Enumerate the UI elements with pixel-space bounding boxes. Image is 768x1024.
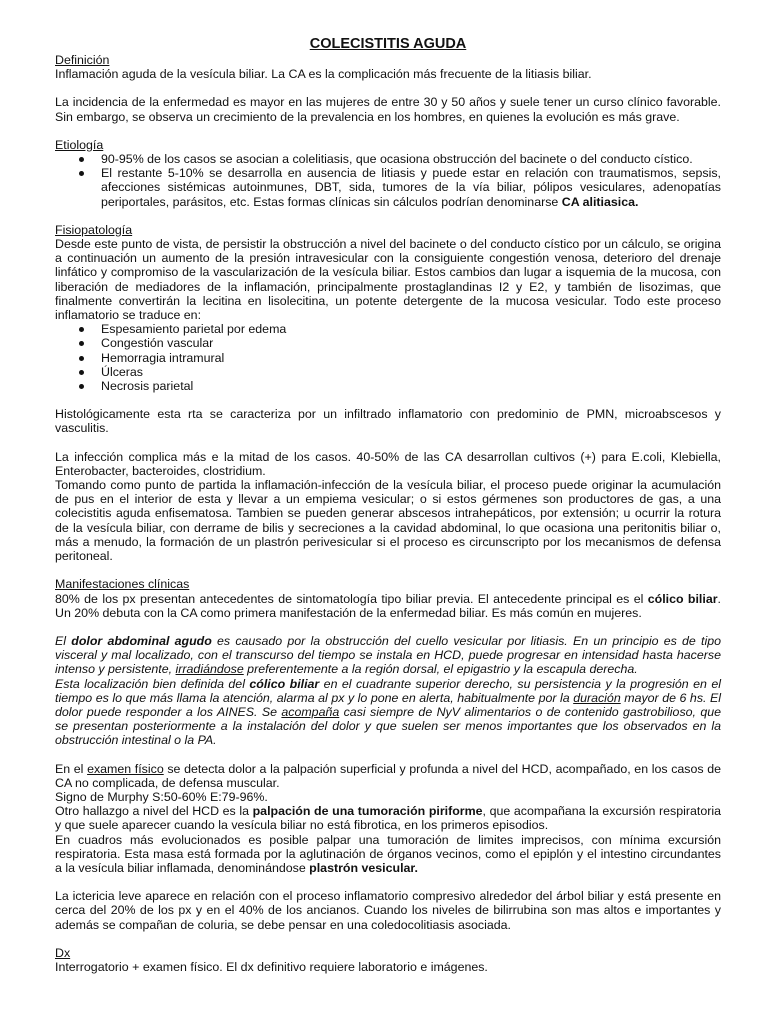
bold-term: CA alitiasica.	[561, 194, 639, 209]
section-heading-etiologia: Etiología	[55, 137, 104, 152]
underlined-term: irradiándose	[175, 662, 244, 677]
text-run: En el	[55, 761, 88, 776]
underlined-term: examen físico	[87, 761, 164, 776]
paragraph-murphy: Signo de Murphy S:50-60% E:79-96%.	[55, 789, 268, 804]
text-run: El	[55, 633, 72, 648]
paragraph-fisiopatologia: Desde este punto de vista, de persistir la obstrucción a nivel del bacinete o del conducto cístico por un cálculo, se origina a continuación un aumento de la presión intravesicular con la consiguiente congestión venosa, deterioro del drenaje linfático y compromiso de la vascularización de la vesícula biliar. Estos cambios dan lugar a isquemia de la mucosa, con liberación de mediadores de la inflamación, principalmente prostaglandinas I2 y E2, y también de lisozimas, que finalmente convertirán la lecitina en lisolecitina, un potente detergente de la mucosa vesicular. Todo este proceso inflamatorio se traduce en:	[55, 237, 721, 323]
text-run: 80% de los px presentan antecedentes de sintomatología tipo biliar previa. El antecedente principal es el	[55, 591, 648, 606]
text-run: es causado por la obstrucción del cuello vesicular por litiasis. En un principio es de tipo visceral y mal localizado, con el transcurso del tiempo se instala en HCD, puede progresar en intensidad hasta hacerse intenso y persistente,	[55, 633, 721, 677]
paragraph-plastron	[55, 833, 721, 876]
text-run: . Un 20% debuta con la CA como primera manifestación de la enfermedad biliar. Es más común en mujeres.	[55, 591, 721, 620]
paragraph-complicaciones: Tomando como punto de partida la inflamación-infección de la vesícula biliar, el proceso puede originar la acumulación de pus en el interior de esta y llevar a un empiema vesicular; o si estos gérmenes son productores de gas, a una colecistitis aguda enfisematosa. Tambien se pueden generar abscesos intrahepáticos, por extensión; u ocurrir la rotura de la vesícula biliar, con derrame de bilis y secreciones a la cavidad abdominal, lo que ocasiona una peritonitis biliar o, más a menudo, la formación de un plastrón perivesicular si el proceso es circunscripto por los mecanismos de defensa peritoneal.	[55, 478, 721, 564]
paragraph-examen-fisico	[55, 762, 721, 790]
text-run: mayor de 6 hs. El dolor puede responder a los AINES. Se	[55, 690, 721, 719]
text-run: Otro hallazgo a nivel del HCD es la	[55, 804, 253, 819]
paragraph-definicion: Inflamación aguda de la vesícula biliar. La CA es la complicación más frecuente de la litiasis biliar.	[55, 67, 592, 82]
paragraph-tumoracion	[55, 804, 721, 832]
fisiopatologia-list	[55, 322, 721, 393]
underlined-term: acompaña	[281, 704, 340, 719]
text-run: , que acompañana la excursión respiratoria y que suele aparecer cuando la vesícula biliar no está fibrotica, en los primeros episodios.	[55, 804, 722, 833]
paragraph-incidencia: La incidencia de la enfermedad es mayor en las mujeres de entre 30 y 50 años y suele tener un curso clínico favorable. Sin embargo, se observa un crecimiento de la prevalencia en los hombres, en quienes la evolución es más grave.	[55, 95, 721, 124]
section-heading-definicion: Definición	[55, 53, 110, 67]
text-run: en el cuadrante superior derecho, su persistencia y la progresión en el tiempo es lo que más llama la atención, alarma al px y lo pone en alerta, habitualmente por la	[55, 676, 721, 705]
list-item: Espesamiento parietal por edema	[101, 322, 721, 336]
bold-term: palpación de una tumoración piriforme	[252, 804, 483, 819]
paragraph-infeccion: La infección complica más e la mitad de los casos. 40-50% de las CA desarrollan cultivos (+) para E.coli, Klebiella, Enterobacter, bacteroides, clostridium.	[55, 449, 721, 478]
paragraph-localizacion	[55, 677, 721, 748]
paragraph-dx: Interrogatorio + examen físico. El dx definitivo requiere laboratorio e imágenes.	[55, 959, 488, 974]
list-item: Congestión vascular	[101, 336, 721, 350]
underlined-term: duración	[573, 690, 621, 705]
text-run: casi siempre de NyV alimentarios o de contenido gastrobilioso, que se presentan posteriormente a la instalación del dolor y que suelen ser menos importantes que los observados en la obstrucción intestinal o la PA.	[55, 704, 722, 748]
document-title: COLECISTITIS AGUDA	[309, 36, 467, 52]
text-run: Esta localización bien definida del	[55, 676, 250, 691]
paragraph-ictericia: La ictericia leve aparece en relación con el proceso inflamatorio compresivo alrededor del árbol biliar y está presente en cerca del 20% de los px y en el 40% de los ancianos. Cuando los niveles de bilirrubina son mas altos e importantes y además se compañan de coluria, se debe pensar en una coledocolitiasis asociada.	[55, 889, 721, 932]
section-heading-fisiopatologia: Fisiopatología	[55, 222, 133, 237]
list-item: Necrosis parietal	[101, 379, 721, 393]
list-item: Úlceras	[101, 365, 721, 379]
paragraph-dolor	[55, 634, 721, 677]
bold-term: cólico biliar	[249, 676, 320, 691]
etiologia-list	[55, 152, 721, 209]
bold-term: dolor abdominal agudo	[71, 633, 212, 648]
list-item-text: El restante 5-10% se desarrolla en ausencia de litiasis y puede estar en relación con traumatismos, sepsis, afecciones sistémicas autoinmunes, DBT, sida, tumores de la vía biliar, pólipos vesiculares, adenopatías periportales, parásitos, etc. Estas formas clínicas sin cálculos podrían denominarse	[101, 166, 721, 209]
text-run: se detecta dolor a la palpación superficial y profunda a nivel del HCD, acompañado, en los casos de CA no complicada, de defensa muscular.	[55, 761, 721, 790]
text-run: preferentemente a la región dorsal, el epigastrio y la escapula derecha.	[243, 662, 638, 677]
paragraph-histologia: Histológicamente esta rta se caracteriza por un infiltrado inflamatorio con predominio de PMN, microabscesos y vasculitis.	[55, 407, 721, 436]
list-item	[101, 166, 721, 209]
bold-term: plastrón vesicular.	[309, 860, 418, 875]
section-heading-manifestaciones: Manifestaciones clínicas	[55, 577, 190, 592]
list-item: 90-95% de los casos se asocian a colelitiasis, que ocasiona obstrucción del bacinete o del conducto cístico.	[101, 152, 721, 166]
text-run: En cuadros más evolucionados es posible palpar una tumoración de limites imprecisos, con mínima excursión respiratoria. Esta masa está formada por la aglutinación de órganos vecinos, como el epiplón y el intestino circundantes a la vesícula biliar inflamada, denominándose	[55, 832, 721, 875]
bold-term: cólico biliar	[647, 591, 718, 606]
section-heading-dx: Dx	[55, 945, 71, 960]
paragraph-antecedentes	[55, 592, 721, 620]
list-item: Hemorragia intramural	[101, 351, 721, 365]
